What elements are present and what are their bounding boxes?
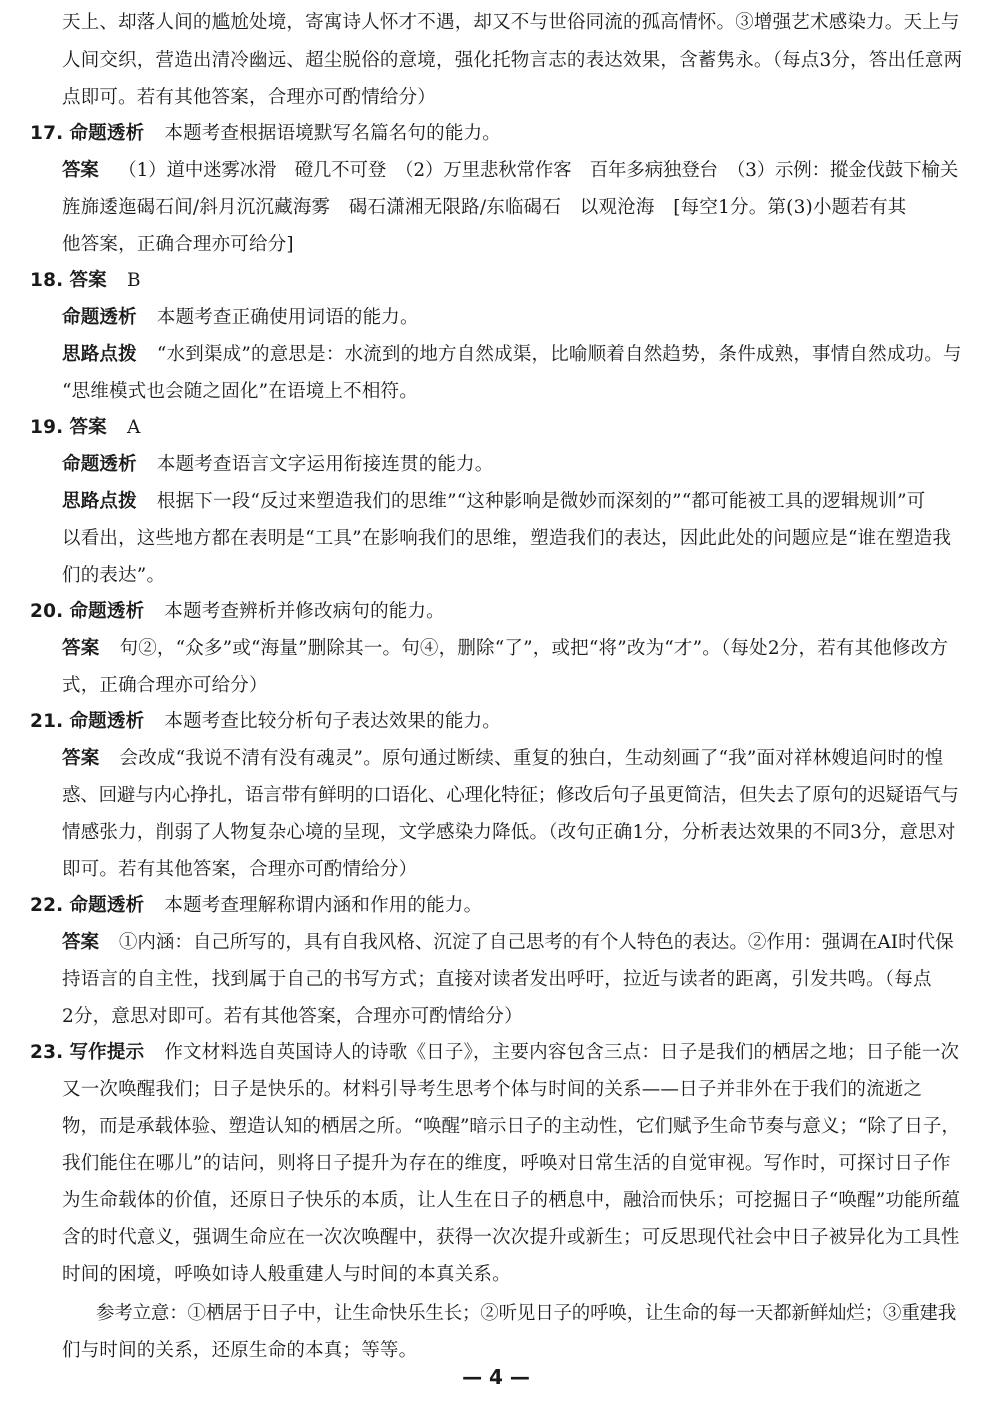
q20-number: 20. xyxy=(30,601,64,622)
q19-analysis-line xyxy=(62,454,494,476)
q17-answer-line-2: 旌旆逶迤碣石间/斜月沉沉藏海雾 碣石潇湘无限路/东临碣石 以观沧海 [每空1分。第(3)小题若有其 xyxy=(62,197,907,218)
q21-answer-line-1 xyxy=(62,748,944,770)
q19-number: 19. xyxy=(30,417,64,438)
q19-hint-line-2: 以看出，这些地方都在表明是“工具”在影响我们的思维，塑造我们的表达，因此此处的问题应是“谁在塑造我 xyxy=(62,528,952,549)
q18-number: 18. xyxy=(30,270,64,291)
q21-analysis-label: 命题透析 xyxy=(69,711,145,732)
q18-hint-text-1: “水到渠成”的意思是：水流到的地方自然成渠，比喻顺着自然趋势，条件成熟，事情自然成功。与 xyxy=(156,344,962,365)
q20-answer-line-1 xyxy=(62,638,948,660)
intro-line-2: 人间交织，营造出清冷幽远、超尘脱俗的意境，强化托物言志的表达效果，含蓄隽永。（每点3分，答出任意两 xyxy=(62,50,963,71)
q20-answer-label: 答案 xyxy=(62,638,100,659)
q23-tip-line-4: 我们能住在哪儿”的诘问，则将日子提升为存在的维度，呼唤对日常生活的自觉审视。写作时，可探讨日子作 xyxy=(62,1153,951,1174)
q21-number: 21. xyxy=(30,711,64,732)
q18-answer-label: 答案 xyxy=(69,270,107,291)
q22-analysis-label: 命题透析 xyxy=(69,895,145,916)
q20-analysis-line xyxy=(30,601,445,623)
q17-analysis-line xyxy=(30,123,501,145)
q21-answer-line-3: 情感张力，削弱了人物复杂心境的呈现，文学感染力降低。（改句正确1分，分析表达效果的不同3分，意思对 xyxy=(62,822,956,843)
q22-answer-label: 答案 xyxy=(62,932,100,953)
q19-hint-line-1 xyxy=(62,491,925,513)
q19-hint-line-3: 们的表达”。 xyxy=(62,565,166,586)
q20-analysis-text: 本题考查辨析并修改病句的能力。 xyxy=(164,601,445,622)
page-number: — 4 — xyxy=(462,1365,530,1389)
q23-tip-line-7: 时间的困境，呼唤如诗人般重建人与时间的本真关系。 xyxy=(62,1264,511,1285)
q21-analysis-text: 本题考查比较分析句子表达效果的能力。 xyxy=(164,711,501,732)
q19-hint-text-1: 根据下一段“反过来塑造我们的思维”“这种影响是微妙而深刻的”“都可能被工具的逻辑规训”可 xyxy=(156,491,926,512)
q18-analysis-line xyxy=(62,307,419,329)
q20-answer-line-2: 式，正确合理亦可给分） xyxy=(62,675,268,696)
q18-answer-text: B xyxy=(126,270,141,291)
q17-answer-line-1 xyxy=(62,160,958,182)
q18-hint-line-1 xyxy=(62,344,962,366)
q22-answer-line-3: 2分，意思对即可。若有其他答案，合理亦可酌情给分） xyxy=(62,1006,523,1027)
q17-analysis-label: 命题透析 xyxy=(69,123,145,144)
q22-analysis-text: 本题考查理解称谓内涵和作用的能力。 xyxy=(164,895,483,916)
q19-answer-text: A xyxy=(126,417,141,438)
q23-tip-line-1 xyxy=(30,1042,959,1064)
q22-analysis-line xyxy=(30,895,482,917)
q21-analysis-line xyxy=(30,711,501,733)
q18-hint-label: 思路点拨 xyxy=(62,344,137,365)
q22-answer-line-1 xyxy=(62,932,954,954)
q17-analysis-text: 本题考查根据语境默写名篇名句的能力。 xyxy=(164,123,501,144)
q19-answer-line xyxy=(30,417,141,439)
q18-analysis-text: 本题考查正确使用词语的能力。 xyxy=(156,307,419,328)
q23-reference-line-1: 参考立意：①栖居于日子中，让生命快乐生长；②听见日子的呼唤，让生命的每一天都新鲜灿烂；③重建我 xyxy=(96,1303,957,1324)
q17-answer-text-1: （1）道中迷雾冰滑 磴几不可登 （2）万里悲秋常作客 百年多病独登台 （3）示例：摐金伐鼓下榆关 xyxy=(118,160,959,181)
q23-tip-line-6: 含的时代意义，强调生命应在一次次唤醒中，获得一次次提升或新生；可反思现代社会中日子被异化为工具性 xyxy=(62,1227,960,1248)
q23-tip-line-2: 又一次唤醒我们；日子是快乐的。材料引导考生思考个体与时间的关系——日子并非外在于我们的流逝之 xyxy=(62,1079,923,1100)
q18-answer-line xyxy=(30,270,141,292)
q19-hint-label: 思路点拨 xyxy=(62,491,137,512)
q23-tip-line-5: 为生命载体的价值，还原日子快乐的本质，让人生在日子的栖息中，融洽而快乐；可挖掘日子“唤醒”功能所蕴 xyxy=(62,1190,961,1211)
q19-analysis-label: 命题透析 xyxy=(62,454,137,475)
q20-analysis-label: 命题透析 xyxy=(69,601,145,622)
q23-tip-label: 写作提示 xyxy=(69,1042,145,1063)
q18-hint-line-2: “思维模式也会随之固化”在语境上不相符。 xyxy=(62,381,418,402)
q18-analysis-label: 命题透析 xyxy=(62,307,137,328)
q21-answer-text-1: 会改成“我说不清有没有魂灵”。原句通过断续、重复的独白，生动刻画了“我”面对祥林嫂追问时的惶 xyxy=(119,748,944,769)
q19-analysis-text: 本题考查语言文字运用衔接连贯的能力。 xyxy=(156,454,494,475)
q21-answer-label: 答案 xyxy=(62,748,100,769)
intro-line-3: 点即可。若有其他答案，合理亦可酌情给分） xyxy=(62,87,437,108)
q23-number: 23. xyxy=(30,1042,64,1063)
q23-tip-line-3: 物，而是承载体验、塑造认知的栖居之所。“唤醒”暗示日子的主动性，它们赋予生命节奏与意义；“除了日子， xyxy=(62,1116,960,1137)
q17-answer-line-3: 他答案，正确合理亦可给分] xyxy=(62,234,294,255)
q23-reference-line-2: 们与时间的关系，还原生命的本真；等等。 xyxy=(62,1340,418,1361)
q21-answer-line-2: 惑、回避与内心挣扎，语言带有鲜明的口语化、心理化特征；修改后句子虽更简洁，但失去了原句的迟疑语气与 xyxy=(62,785,959,806)
q22-number: 22. xyxy=(30,895,64,916)
q19-answer-label: 答案 xyxy=(69,417,107,438)
q22-answer-text-1: ①内涵：自己所写的，具有自我风格、沉淀了自己思考的有个人特色的表达。②作用：强调在AI时代保 xyxy=(118,932,954,953)
q20-answer-text-1: 句②，“众多”或“海量”删除其一。句④，删除“了”，或把“将”改为“才”。（每处2分，若有其他修改方 xyxy=(119,638,949,659)
q17-answer-label: 答案 xyxy=(62,160,99,181)
q21-answer-line-4: 即可。若有其他答案，合理亦可酌情给分） xyxy=(62,859,418,880)
q22-answer-line-2: 持语言的自主性，找到属于自己的书写方式；直接对读者发出呼吁，拉近与读者的距离，引发共鸣。（每点 xyxy=(62,969,932,990)
q23-tip-text-1: 作文材料选自英国诗人的诗歌《日子》，主要内容包含三点：日子是我们的栖居之地；日子能一次 xyxy=(164,1042,960,1063)
q17-number: 17. xyxy=(30,123,64,144)
intro-line-1: 天上、却落人间的尴尬处境，寄寓诗人怀才不遇，却又不与世俗同流的孤高情怀。③增强艺术感染力。天上与 xyxy=(62,12,960,33)
